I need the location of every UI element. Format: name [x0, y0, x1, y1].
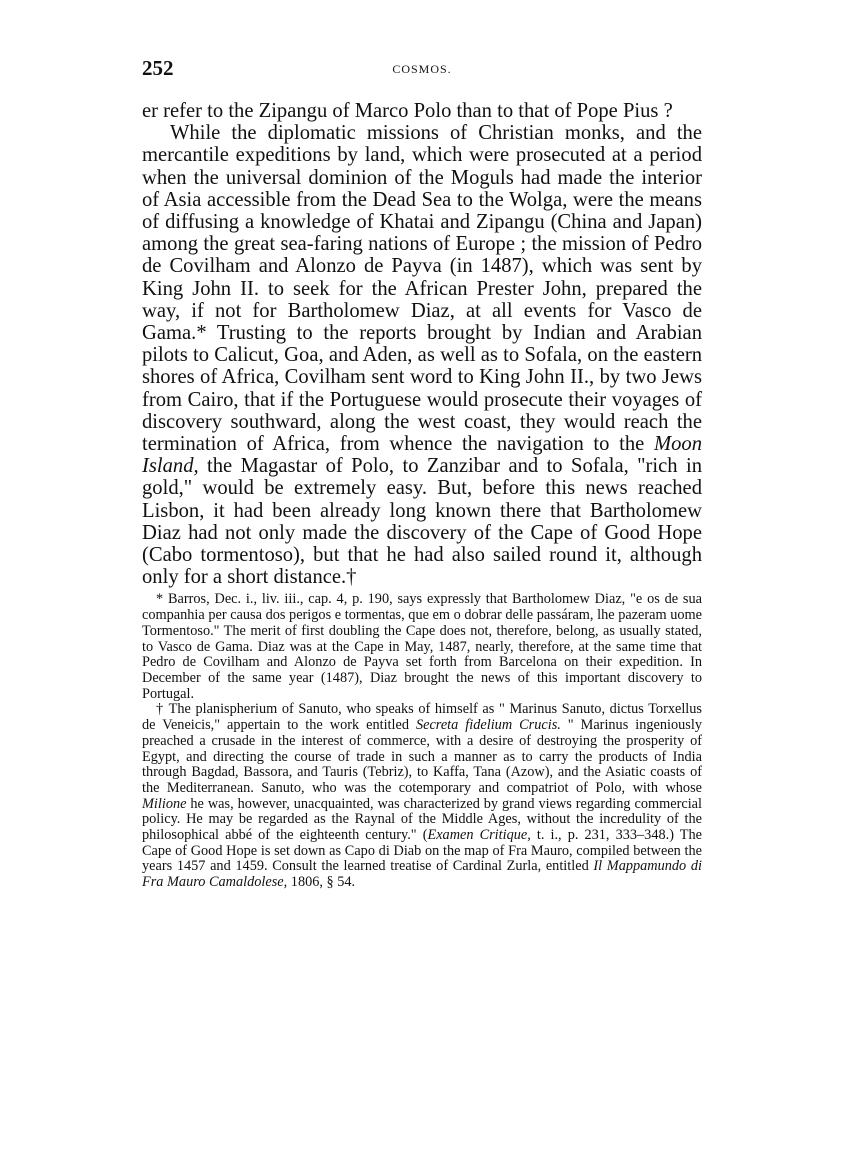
running-title: COSMOS. — [392, 62, 452, 76]
main-text — [142, 100, 702, 588]
footnote-text: 1806, § 54. — [287, 874, 356, 891]
italic-title: Secreta fidelium Crucis. — [415, 717, 561, 734]
italic-phrase: Moon Island, — [142, 433, 702, 478]
paragraph-text: While the diplomatic missions of Christian monks, and the mercantile expeditions by land, which were prosecuted at a period when the universal dominion of the Moguls had made the interior of Asia accessible from the Dead Sea to the Wolga, were the means of diffusing a knowledge of Khatai and Zipangu (China and Japan) among the great sea-faring nations of Europe ; the mission of Pedro de Covilham and Alonzo de Payva (in 1487), which was sent by King John II. to seek for the African Prester John, prepared the way, if not for Bartholomew Diaz, at all events for Vasco de Gama.* Trusting to the reports brought by Indian and Arabian pilots to Calicut, Goa, and Aden, as well as to Sofala, on the eastern shores of Africa, Covilham sent word to King John II., by two Jews from Cairo, that if the Portuguese would prosecute their voyages of discovery southward, along the west coast, they would reach the termination of Africa, from whence the navigation to the — [142, 122, 702, 456]
book-page — [142, 56, 702, 891]
footnote-text: t. i., p. 231, 333–348.) The Cape of Good Hope is set down as Capo di Diab on the map of Fra Mauro, compiled between the years 1457 and 1459. Consult the learned treatise of Cardinal Zurla, entitled — [142, 827, 702, 875]
footnote-text: he was, however, unacquainted, was characterized by grand views regarding commercial policy. He may be regarded as the Raynal of the Middle Ages, without the incredulity of the philosophical abbé of the eighteenth century." ( — [142, 795, 702, 844]
footnote-2 — [142, 702, 702, 890]
paragraph-continuation: er refer to the Zipangu of Marco Polo than to that of Pope Pius ? — [142, 100, 673, 122]
italic-title: Il Mappamundo di Fra Mauro Camaldolese, — [142, 858, 702, 891]
footnote-text: " Marinus ingeniously preached a crusade in the interest of commerce, with a desire of destroying the prosperity of Egypt, and directing the course of trade in such a manner as to carry the products of India through Bagdad, Bassora, and Tauris (Tebriz), to Kaffa, Tana (Azow), and the Asiatic coasts of the Mediterranean. Sanuto, who was the cotemporary and compatriot of Polo, with whose — [142, 717, 702, 796]
footnote-text: † The planispherium of Sanuto, who speaks of himself as " Marinus Sanuto, dictus Torxellus de Veneicis," appertain to the work entitled — [142, 701, 702, 734]
italic-title: Milione — [142, 795, 187, 812]
italic-title: Examen Critique, — [427, 827, 531, 844]
paragraph-main — [142, 122, 702, 588]
footnotes — [142, 592, 702, 890]
page-header — [142, 56, 702, 82]
paragraph-text: the Magastar of Polo, to Zanzibar and to Sofala, "rich in gold," would be extremely easy. But, before this news reached Lisbon, it had been already long known there that Bartholomew Diaz had not only made the discovery of the Cape of Good Hope (Cabo tormentoso), but that he had also sailed round it, although only for a short distance.† — [142, 455, 702, 589]
footnote-1: * Barros, Dec. i., liv. iii., cap. 4, p. 190, says expressly that Bartholomew Diaz, "e os de sua companhia per causa dos perigos e tormentas, que em o dobrar delle passáram, lhe pazeram uome Tormentoso." The merit of first doubling the Cape does not, therefore, belong, as usually stated, to Vasco de Gama. Diaz was at the Cape in May, 1487, nearly, therefore, at the same time that Pedro de Covilham and Alonzo de Payva set forth from Barcelona on their expedition. In December of the same year (1487), Diaz brought the news of this important discovery to Portugal. — [142, 591, 702, 702]
page-number: 252 — [142, 56, 174, 80]
